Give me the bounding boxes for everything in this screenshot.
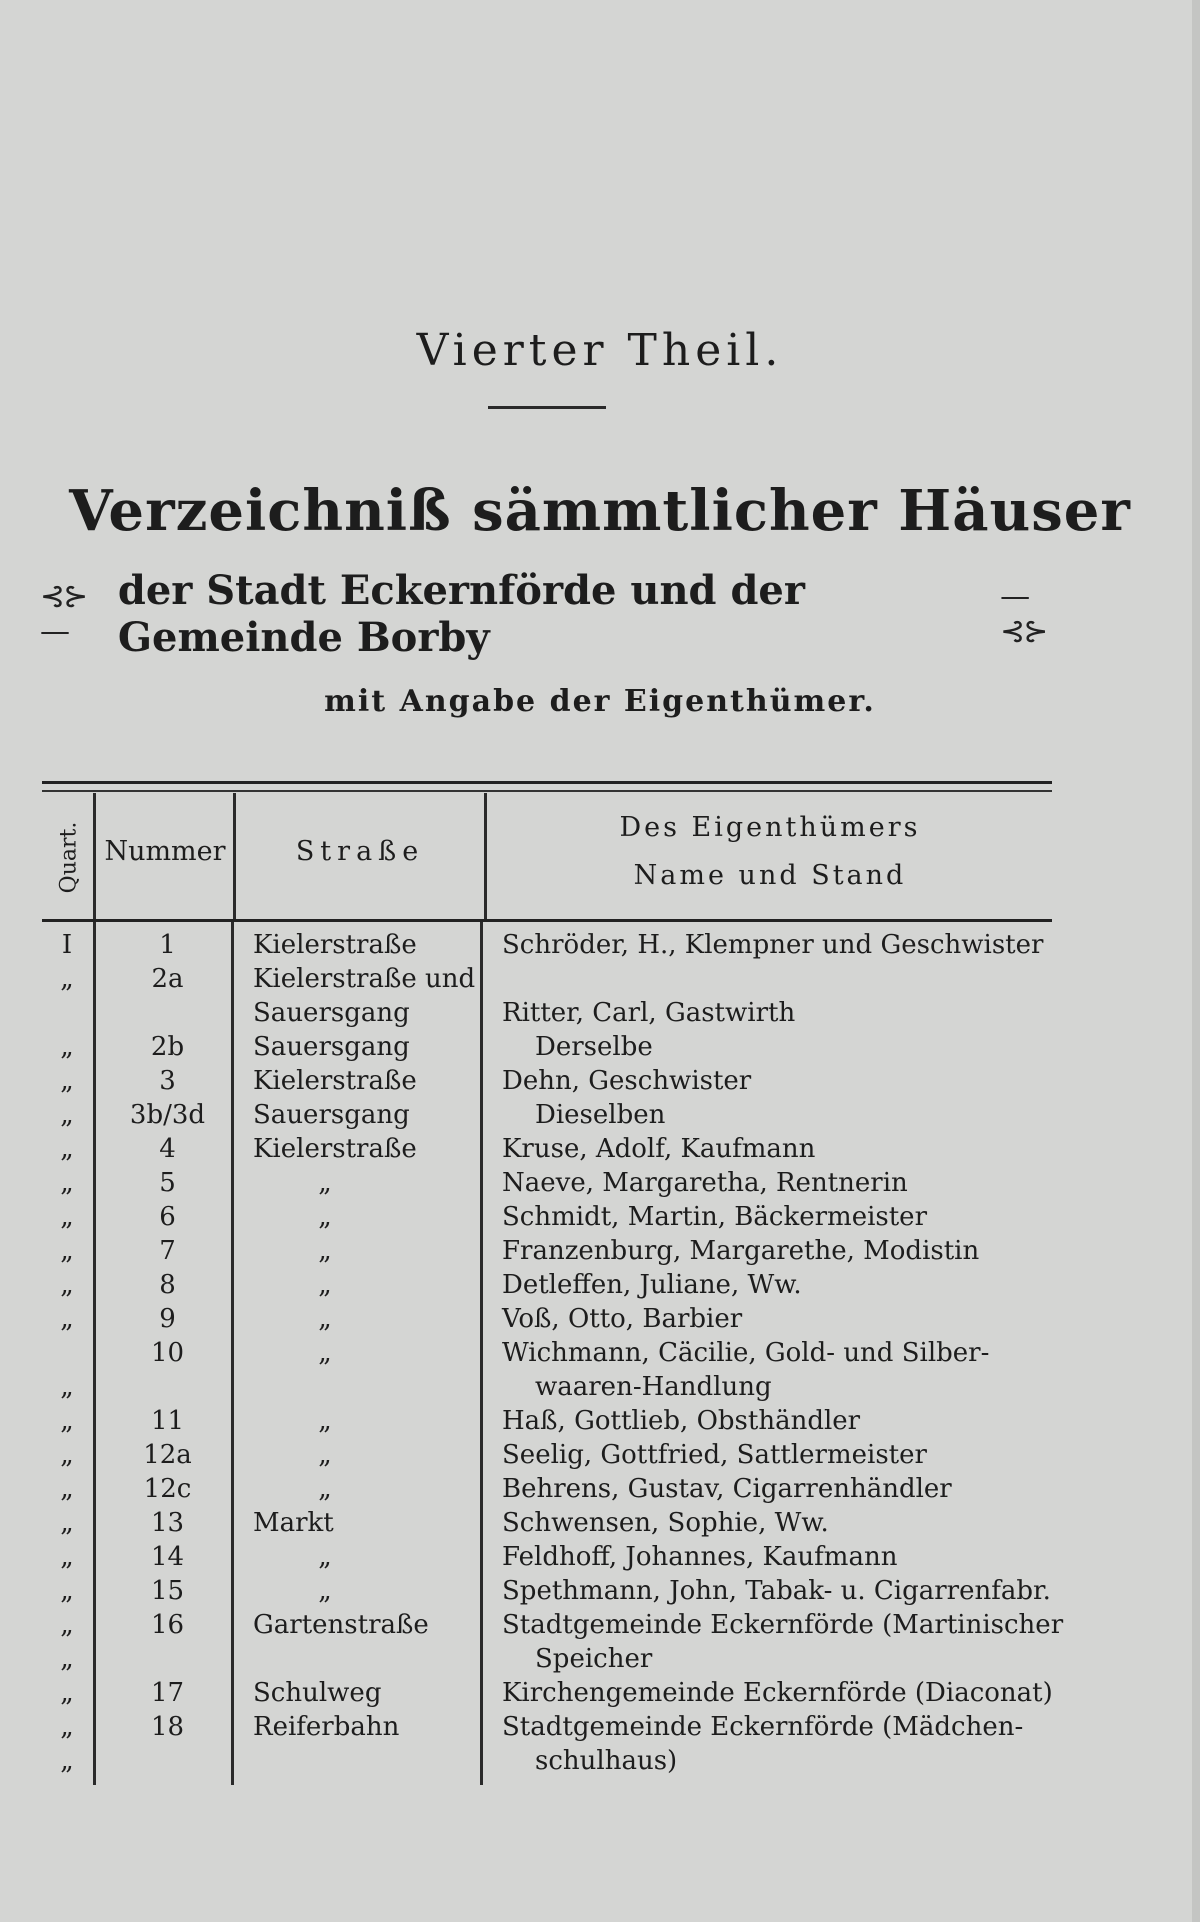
number-cell: 3 [159,1066,176,1096]
subtitle-owners: mit Angabe der Eigenthümer. [324,684,876,719]
street-cell: Sauersgang [253,1100,410,1130]
owner-cell: Dieselben [535,1100,666,1130]
table-row [0,1746,1200,1780]
number-cell: 6 [159,1202,176,1232]
number-cell: 13 [150,1508,185,1538]
quart-cell: „ [60,1202,74,1232]
table-row [0,1542,1200,1576]
quart-cell: „ [60,1746,74,1776]
number-cell: 10 [150,1338,185,1368]
quart-cell: „ [60,1678,74,1708]
table-row [0,1406,1200,1440]
header-bottom-rule [42,919,1052,922]
owner-cell: Naeve, Margaretha, Rentnerin [502,1168,908,1198]
number-cell: 2a [151,964,184,994]
quart-cell: „ [60,1304,74,1334]
table-top-rule-thin [42,790,1052,792]
street-cell: Sauersgang [253,998,410,1028]
owner-cell: waaren-Handlung [535,1372,772,1402]
header-owner-line1: Des Eigenthümers [619,812,921,843]
quart-cell: „ [60,1236,74,1266]
owner-cell: Detleffen, Juliane, Ww. [502,1270,802,1300]
table-row [0,1270,1200,1304]
owner-cell: Ritter, Carl, Gastwirth [502,998,796,1028]
quart-cell: „ [60,1542,74,1572]
quart-cell: „ [60,1032,74,1062]
number-cell: 8 [159,1270,176,1300]
street-cell: „ [318,1304,332,1334]
street-cell: „ [318,1338,332,1368]
number-cell: 12c [143,1474,192,1504]
street-cell: Kielerstraße [253,1066,417,1096]
table-row [0,1474,1200,1508]
number-cell: 2b [150,1032,185,1062]
table-row [0,1440,1200,1474]
table-row [0,1508,1200,1542]
quart-cell: I [61,930,73,960]
table-row [0,1610,1200,1644]
subtitle-row [40,567,1060,661]
column-divider [484,793,487,919]
number-cell: 5 [159,1168,176,1198]
street-cell: Kielerstraße und [253,964,476,994]
table-row [0,1678,1200,1712]
street-cell: „ [318,1440,332,1470]
quart-cell: „ [60,1610,74,1640]
column-divider [93,793,96,919]
number-cell: 7 [159,1236,176,1266]
owner-cell: Haß, Gottlieb, Obsthändler [502,1406,861,1436]
number-cell: 16 [150,1610,185,1640]
house-table [0,930,1200,1780]
street-cell: Kielerstraße [253,1134,417,1164]
street-cell: „ [318,1270,332,1300]
owner-cell: Dehn, Geschwister [502,1066,752,1096]
number-cell: 12a [143,1440,192,1470]
street-cell: „ [318,1168,332,1198]
street-cell: „ [318,1236,332,1266]
owner-cell: Schwensen, Sophie, Ww. [502,1508,829,1538]
table-row [0,930,1200,964]
table-row [0,1032,1200,1066]
owner-cell: Kirchengemeinde Eckernförde (Diaconat) [502,1678,1053,1708]
number-cell: 11 [150,1406,185,1436]
quart-cell: „ [60,1270,74,1300]
quart-cell: „ [60,1508,74,1538]
street-cell: „ [318,1406,332,1436]
table-row [0,1372,1200,1406]
number-cell: 18 [150,1712,185,1742]
street-cell: „ [318,1474,332,1504]
quart-cell: „ [60,1406,74,1436]
street-cell: Kielerstraße [253,930,417,960]
table-row [0,1712,1200,1746]
table-row [0,1644,1200,1678]
quart-cell: „ [60,1576,74,1606]
subtitle: der Stadt Eckernförde und der Gemeinde Borby [117,567,805,661]
owner-cell: Seelig, Gottfried, Sattlermeister [502,1440,927,1470]
quart-cell: „ [60,1644,74,1674]
owner-cell: Wichmann, Cäcilie, Gold- und Silber- [502,1338,990,1368]
quart-cell: „ [60,1100,74,1130]
number-cell: 1 [159,930,176,960]
street-cell: „ [318,1202,332,1232]
number-cell: 14 [150,1542,185,1572]
table-row [0,1576,1200,1610]
street-cell: „ [318,1576,332,1606]
quart-cell: „ [60,1474,74,1504]
title-divider [488,406,606,409]
quart-cell: „ [60,964,74,994]
number-cell: 17 [150,1678,185,1708]
quart-cell: „ [60,1712,74,1742]
table-row [0,1100,1200,1134]
street-cell: Sauersgang [253,1032,410,1062]
number-cell: 4 [159,1134,176,1164]
number-cell: 3b/3d [129,1100,206,1130]
street-cell: Reiferbahn [253,1712,400,1742]
header-nummer: Nummer [104,836,226,867]
quart-cell: „ [60,1372,74,1402]
owner-cell: Stadtgemeinde Eckernförde (Martinischer [502,1610,1064,1640]
number-cell: 9 [159,1304,176,1334]
owner-cell: schulhaus) [535,1746,678,1776]
table-row [0,1236,1200,1270]
header-quart: Quart. [56,821,82,893]
quart-cell: „ [60,1066,74,1096]
street-cell: „ [318,1542,332,1572]
table-row [0,1134,1200,1168]
owner-cell: Stadtgemeinde Eckernförde (Mädchen- [502,1712,1024,1742]
ornament-right-icon: —⊰⊱ [1000,579,1047,649]
street-cell: Schulweg [253,1678,382,1708]
part-title: Vierter Theil. [416,325,784,376]
owner-cell: Spethmann, John, Tabak- u. Cigarrenfabr. [502,1576,1051,1606]
owner-cell: Feldhoff, Johannes, Kaufmann [502,1542,898,1572]
header-strasse: Straße [295,836,425,867]
quart-cell: „ [60,1168,74,1198]
owner-cell: Voß, Otto, Barbier [502,1304,743,1334]
table-row [0,1304,1200,1338]
header-owner-line2: Name und Stand [633,860,907,891]
table-row [0,1066,1200,1100]
street-cell: Gartenstraße [253,1610,429,1640]
street-cell: Markt [253,1508,334,1538]
table-row [0,1168,1200,1202]
number-cell: 15 [150,1576,185,1606]
table-row [0,1202,1200,1236]
owner-cell: Kruse, Adolf, Kaufmann [502,1134,816,1164]
table-row [0,998,1200,1032]
owner-cell: Schmidt, Martin, Bäckermeister [502,1202,928,1232]
owner-cell: Speicher [535,1644,653,1674]
table-row [0,964,1200,998]
table-row [0,1338,1200,1372]
table-top-rule [42,781,1052,784]
owner-cell: Franzenburg, Margarethe, Modistin [502,1236,980,1266]
owner-cell: Derselbe [535,1032,653,1062]
quart-cell: „ [60,1134,74,1164]
column-divider [233,793,236,919]
owner-cell: Schröder, H., Klempner und Geschwister [502,930,1044,960]
main-title: Verzeichniß sämmtlicher Häuser [69,478,1131,544]
owner-cell: Behrens, Gustav, Cigarrenhändler [502,1474,952,1504]
ornament-left-icon: ⊰⊱— [40,579,87,649]
quart-cell: „ [60,1440,74,1470]
